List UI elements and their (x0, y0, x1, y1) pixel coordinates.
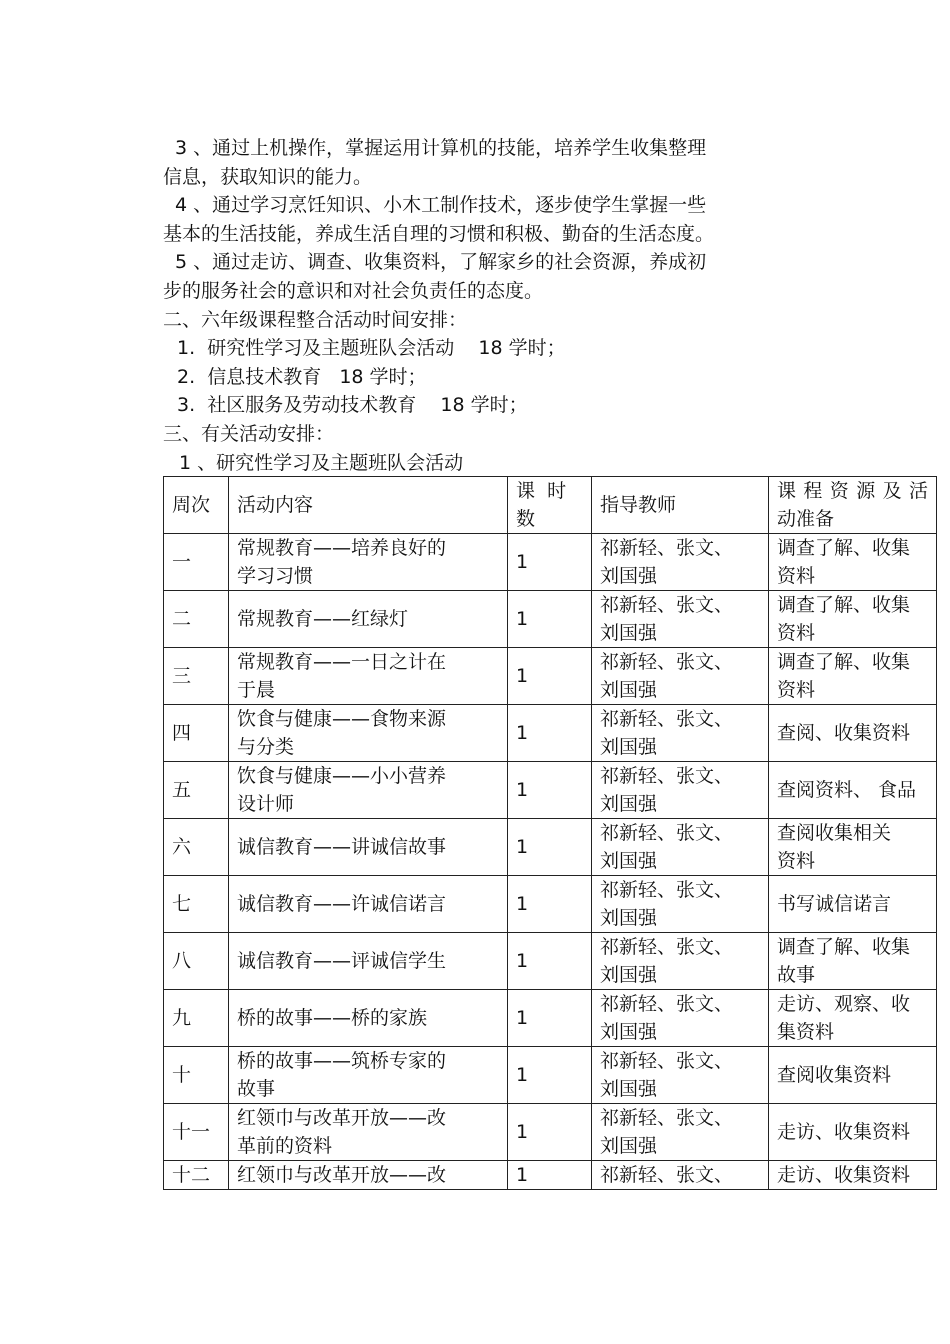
cell-teacher-line: 刘国强 (600, 1078, 658, 1100)
body-text (163, 134, 763, 477)
cell-week-line: 十一 (172, 1121, 211, 1143)
cell-resources-line: 资料 (777, 679, 816, 701)
cell-hours (508, 534, 592, 591)
table-row (164, 990, 937, 1047)
cell-teacher-line: 刘国强 (600, 907, 658, 929)
cell-content-line: 与分类 (237, 736, 295, 758)
cell-teacher-line: 刘国强 (600, 565, 658, 587)
cell-teacher (592, 534, 769, 591)
cell-resources (769, 1104, 937, 1161)
header-hours (508, 477, 592, 534)
cell-content (229, 933, 508, 990)
list-item: 1. 研究性学习及主题班队会活动 18 学时； (177, 337, 566, 360)
cell-teacher (592, 819, 769, 876)
cell-content-line: 饮食与健康——小小营养 (237, 765, 447, 787)
cell-hours (508, 876, 592, 933)
cell-teacher (592, 705, 769, 762)
cell-content (229, 1104, 508, 1161)
cell-week-line: 一 (172, 551, 192, 573)
table-row (164, 534, 937, 591)
header-resources-line1: 课程资源及活 (777, 480, 928, 502)
cell-teacher-line: 祁新轻、张文、 (600, 708, 734, 730)
header-resources-line2: 动准备 (777, 508, 835, 530)
cell-resources (769, 990, 937, 1047)
paragraph-line: 基本的生活技能，养成生活自理的习惯和积极、勤奋的生活态度。 (163, 222, 715, 245)
cell-week (164, 762, 229, 819)
table-row (164, 876, 937, 933)
paragraph-line: 3 、通过上机操作，掌握运用计算机的技能，培养学生收集整理 (175, 137, 707, 159)
cell-resources-line: 集资料 (777, 1021, 835, 1043)
cell-content-line: 常规教育——一日之计在 (237, 651, 447, 673)
cell-week-line: 三 (172, 665, 192, 687)
cell-teacher-line: 祁新轻、张文、 (600, 936, 734, 958)
cell-content (229, 1047, 508, 1104)
cell-week-line: 六 (172, 836, 192, 858)
cell-hours-line: 1 (516, 608, 529, 630)
cell-content (229, 591, 508, 648)
header-hours-line2: 数 (516, 508, 536, 530)
header-content: 活动内容 (229, 477, 508, 534)
cell-hours (508, 990, 592, 1047)
table-row (164, 1104, 937, 1161)
cell-resources-line: 调查了解、收集 (777, 537, 911, 559)
cell-content (229, 762, 508, 819)
header-week: 周次 (164, 477, 229, 534)
cell-resources-line: 调查了解、收集 (777, 651, 911, 673)
activity-schedule-table (163, 476, 937, 1190)
cell-hours-line: 1 (516, 665, 529, 687)
cell-hours-line: 1 (516, 1007, 529, 1029)
cell-resources-line: 调查了解、收集 (777, 936, 911, 958)
header-resources (769, 477, 937, 534)
table-row (164, 819, 937, 876)
cell-week-line: 五 (172, 779, 192, 801)
cell-content (229, 819, 508, 876)
cell-content-line: 革前的资料 (237, 1135, 333, 1157)
cell-hours (508, 762, 592, 819)
cell-resources (769, 705, 937, 762)
cell-content-line: 于晨 (237, 679, 276, 701)
cell-resources (769, 534, 937, 591)
section-heading: 二、六年级课程整合活动时间安排： (163, 308, 468, 331)
cell-week (164, 819, 229, 876)
cell-week-line: 十 (172, 1064, 192, 1086)
cell-hours-line: 1 (516, 551, 529, 573)
cell-hours-line: 1 (516, 893, 529, 915)
cell-content (229, 534, 508, 591)
cell-teacher-line: 刘国强 (600, 793, 658, 815)
cell-hours (508, 1104, 592, 1161)
cell-hours-line: 1 (516, 836, 529, 858)
cell-hours (508, 705, 592, 762)
cell-teacher-line: 祁新轻、张文、 (600, 822, 734, 844)
cell-teacher-line: 祁新轻、张文、 (600, 879, 734, 901)
cell-teacher-line: 刘国强 (600, 964, 658, 986)
cell-week (164, 1104, 229, 1161)
table-row (164, 648, 937, 705)
cell-week (164, 1047, 229, 1104)
cell-resources (769, 876, 937, 933)
header-teacher: 指导教师 (592, 477, 769, 534)
cell-teacher (592, 762, 769, 819)
cell-week (164, 1161, 229, 1190)
cell-resources-line: 书写诚信诺言 (777, 893, 892, 915)
cell-teacher-line: 祁新轻、张文、 (600, 1107, 734, 1129)
cell-teacher-line: 祁新轻、张文、 (600, 1164, 734, 1186)
cell-teacher (592, 990, 769, 1047)
cell-week-line: 四 (172, 722, 192, 744)
table-row (164, 933, 937, 990)
cell-content-line: 常规教育——红绿灯 (237, 608, 409, 630)
cell-hours-line: 1 (516, 1164, 529, 1186)
table-row (164, 762, 937, 819)
paragraph-line: 4 、通过学习烹饪知识、小木工制作技术，逐步使学生掌握一些 (175, 194, 707, 217)
cell-teacher-line: 祁新轻、张文、 (600, 765, 734, 787)
cell-content-line: 诚信教育——评诚信学生 (237, 950, 447, 972)
cell-week-line: 十二 (172, 1164, 211, 1186)
cell-resources-line: 走访、收集资料 (777, 1164, 911, 1186)
cell-resources-line: 调查了解、收集 (777, 594, 911, 616)
table-row (164, 705, 937, 762)
cell-resources (769, 819, 937, 876)
cell-teacher (592, 933, 769, 990)
cell-teacher (592, 648, 769, 705)
paragraph-line: 5 、通过走访、调查、收集资料，了解家乡的社会资源，养成初 (175, 251, 707, 274)
cell-hours-line: 1 (516, 1064, 529, 1086)
cell-hours-line: 1 (516, 722, 529, 744)
cell-hours (508, 819, 592, 876)
list-item: 2. 信息技术教育 18 学时； (177, 365, 427, 388)
cell-hours (508, 1047, 592, 1104)
cell-resources (769, 1161, 937, 1190)
list-item: 3. 社区服务及劳动技术教育 18 学时； (177, 394, 528, 417)
cell-resources-line: 资料 (777, 565, 816, 587)
cell-content-line: 常规教育——培养良好的 (237, 537, 447, 559)
cell-resources-line: 走访、观察、收 (777, 993, 911, 1015)
cell-teacher-line: 祁新轻、张文、 (600, 993, 734, 1015)
cell-resources-line: 走访、收集资料 (777, 1121, 911, 1143)
cell-content-line: 学习习惯 (237, 565, 314, 587)
table-row (164, 1047, 937, 1104)
cell-content (229, 1161, 508, 1190)
cell-week-line: 八 (172, 950, 192, 972)
cell-teacher (592, 1104, 769, 1161)
cell-week (164, 876, 229, 933)
cell-resources-line: 故事 (777, 964, 816, 986)
cell-teacher-line: 刘国强 (600, 850, 658, 872)
cell-resources (769, 762, 937, 819)
cell-teacher (592, 1161, 769, 1190)
cell-week-line: 七 (172, 893, 192, 915)
cell-teacher-line: 刘国强 (600, 622, 658, 644)
cell-week (164, 591, 229, 648)
cell-teacher-line: 刘国强 (600, 679, 658, 701)
paragraph-line: 信息，获取知识的能力。 (163, 165, 373, 188)
cell-resources-line: 查阅、收集资料 (777, 722, 911, 744)
cell-teacher (592, 1047, 769, 1104)
cell-week (164, 705, 229, 762)
cell-teacher-line: 祁新轻、张文、 (600, 594, 734, 616)
cell-week (164, 648, 229, 705)
cell-hours-line: 1 (516, 1121, 529, 1143)
cell-teacher (592, 876, 769, 933)
cell-teacher-line: 刘国强 (600, 1135, 658, 1157)
cell-resources (769, 933, 937, 990)
cell-teacher-line: 祁新轻、张文、 (600, 1050, 734, 1072)
cell-week (164, 933, 229, 990)
cell-hours (508, 591, 592, 648)
cell-content-line: 设计师 (237, 793, 295, 815)
cell-content (229, 990, 508, 1047)
cell-hours (508, 933, 592, 990)
cell-content-line: 红领巾与改革开放——改 (237, 1107, 447, 1129)
cell-content (229, 705, 508, 762)
cell-resources-line: 资料 (777, 850, 816, 872)
cell-resources (769, 1047, 937, 1104)
section-heading: 三、有关活动安排： (163, 422, 335, 445)
cell-week (164, 534, 229, 591)
cell-content-line: 故事 (237, 1078, 276, 1100)
cell-content-line: 红领巾与改革开放——改 (237, 1164, 447, 1186)
cell-teacher-line: 刘国强 (600, 736, 658, 758)
cell-week-line: 九 (172, 1007, 192, 1029)
cell-resources-line: 查阅收集相关 (777, 822, 892, 844)
cell-teacher-line: 祁新轻、张文、 (600, 537, 734, 559)
cell-resources (769, 648, 937, 705)
cell-resources-line: 查阅资料、 食品 (777, 779, 917, 801)
cell-content (229, 876, 508, 933)
subsection-heading: 1 、研究性学习及主题班队会活动 (179, 451, 464, 474)
cell-week (164, 990, 229, 1047)
cell-content-line: 诚信教育——讲诚信故事 (237, 836, 447, 858)
paragraph-line: 步的服务社会的意识和对社会负责任的态度。 (163, 279, 544, 302)
cell-teacher-line: 祁新轻、张文、 (600, 651, 734, 673)
cell-hours (508, 1161, 592, 1190)
header-hours-line1: 课 时 (516, 480, 567, 502)
cell-teacher-line: 刘国强 (600, 1021, 658, 1043)
table-row (164, 1161, 937, 1190)
cell-content-line: 桥的故事——桥的家族 (237, 1007, 428, 1029)
table-row (164, 591, 937, 648)
cell-content-line: 桥的故事——筑桥专家的 (237, 1050, 447, 1072)
cell-hours (508, 648, 592, 705)
cell-teacher (592, 591, 769, 648)
table-header-row (164, 477, 937, 534)
cell-week-line: 二 (172, 608, 192, 630)
cell-content-line: 饮食与健康——食物来源 (237, 708, 447, 730)
cell-resources (769, 591, 937, 648)
cell-hours-line: 1 (516, 779, 529, 801)
cell-hours-line: 1 (516, 950, 529, 972)
cell-resources-line: 资料 (777, 622, 816, 644)
cell-resources-line: 查阅收集资料 (777, 1064, 892, 1086)
cell-content-line: 诚信教育——许诚信诺言 (237, 893, 447, 915)
cell-content (229, 648, 508, 705)
